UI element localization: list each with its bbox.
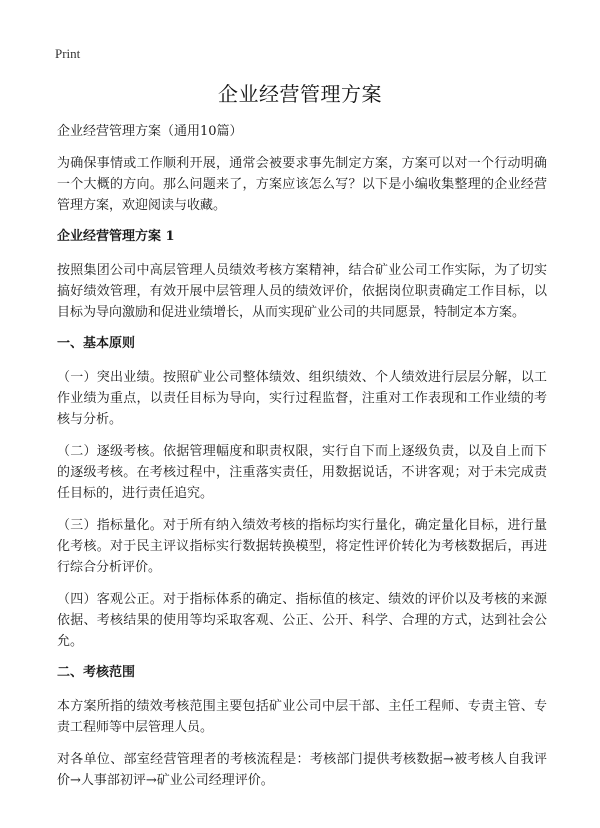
print-link[interactable]: Print <box>55 46 81 61</box>
scope-paragraph: 对各单位、部室经营管理者的考核流程是：考核部门提供考核数据→被考核人自我评价→人事部初评→矿业公司经理评价。 <box>57 752 547 788</box>
document-subtitle: 企业经营管理方案（通用10篇） <box>57 124 243 139</box>
article-intro-paragraph: 按照集团公司中高层管理人员绩效考核方案精神，结合矿业公司工作实际，为了切实搞好绩效管理，有效开展中层管理人员的绩效评价，依据岗位职责确定工作目标，以目标为导向激励和促进业绩增长，从而实现矿业公司的共同愿景，特制定本方案。 <box>57 263 547 320</box>
article-heading: 企业经营管理方案 1 <box>57 229 175 244</box>
principle-paragraph: （三）指标量化。对于所有纳入绩效考核的指标均实行量化，确定量化目标，进行量化考核。对于民主评议指标实行数据转换模型，将定性评价转化为考核数据后，再进行综合分析评价。 <box>57 518 547 575</box>
principle-paragraph: （一）突出业绩。按照矿业公司整体绩效、组织绩效、个人绩效进行层层分解，以工作业绩为重点，以责任目标为导向，实行过程监督，注重对工作表现和工作业绩的考核与分析。 <box>57 370 547 427</box>
section-heading-principles: 一、基本原则 <box>57 336 136 351</box>
document-title: 企业经营管理方案 <box>218 82 382 106</box>
section-heading-scope: 二、考核范围 <box>57 665 136 680</box>
document-body <box>57 122 547 802</box>
principle-paragraph: （四）客观公正。对于指标体系的确定、指标值的核定、绩效的评价以及考核的来源依据、考核结果的使用等均采取客观、公正、公开、科学、合理的方式，达到社会公允。 <box>57 592 547 649</box>
scope-paragraph: 本方案所指的绩效考核范围主要包括矿业公司中层干部、主任工程师、专责主管、专责工程师等中层管理人员。 <box>57 699 547 735</box>
intro-paragraph: 为确保事情或工作顺利开展，通常会被要求事先制定方案，方案可以对一个行动明确一个大概的方向。那么问题来了，方案应该怎么写？以下是小编收集整理的企业经营管理方案，欢迎阅读与收藏。 <box>57 156 547 213</box>
principle-paragraph: （二）逐级考核。依据管理幅度和职责权限，实行自下而上逐级负责，以及自上而下的逐级考核。在考核过程中，注重落实责任，用数据说话，不讲客观；对于未完成责任目标的，进行责任追究。 <box>57 444 547 501</box>
